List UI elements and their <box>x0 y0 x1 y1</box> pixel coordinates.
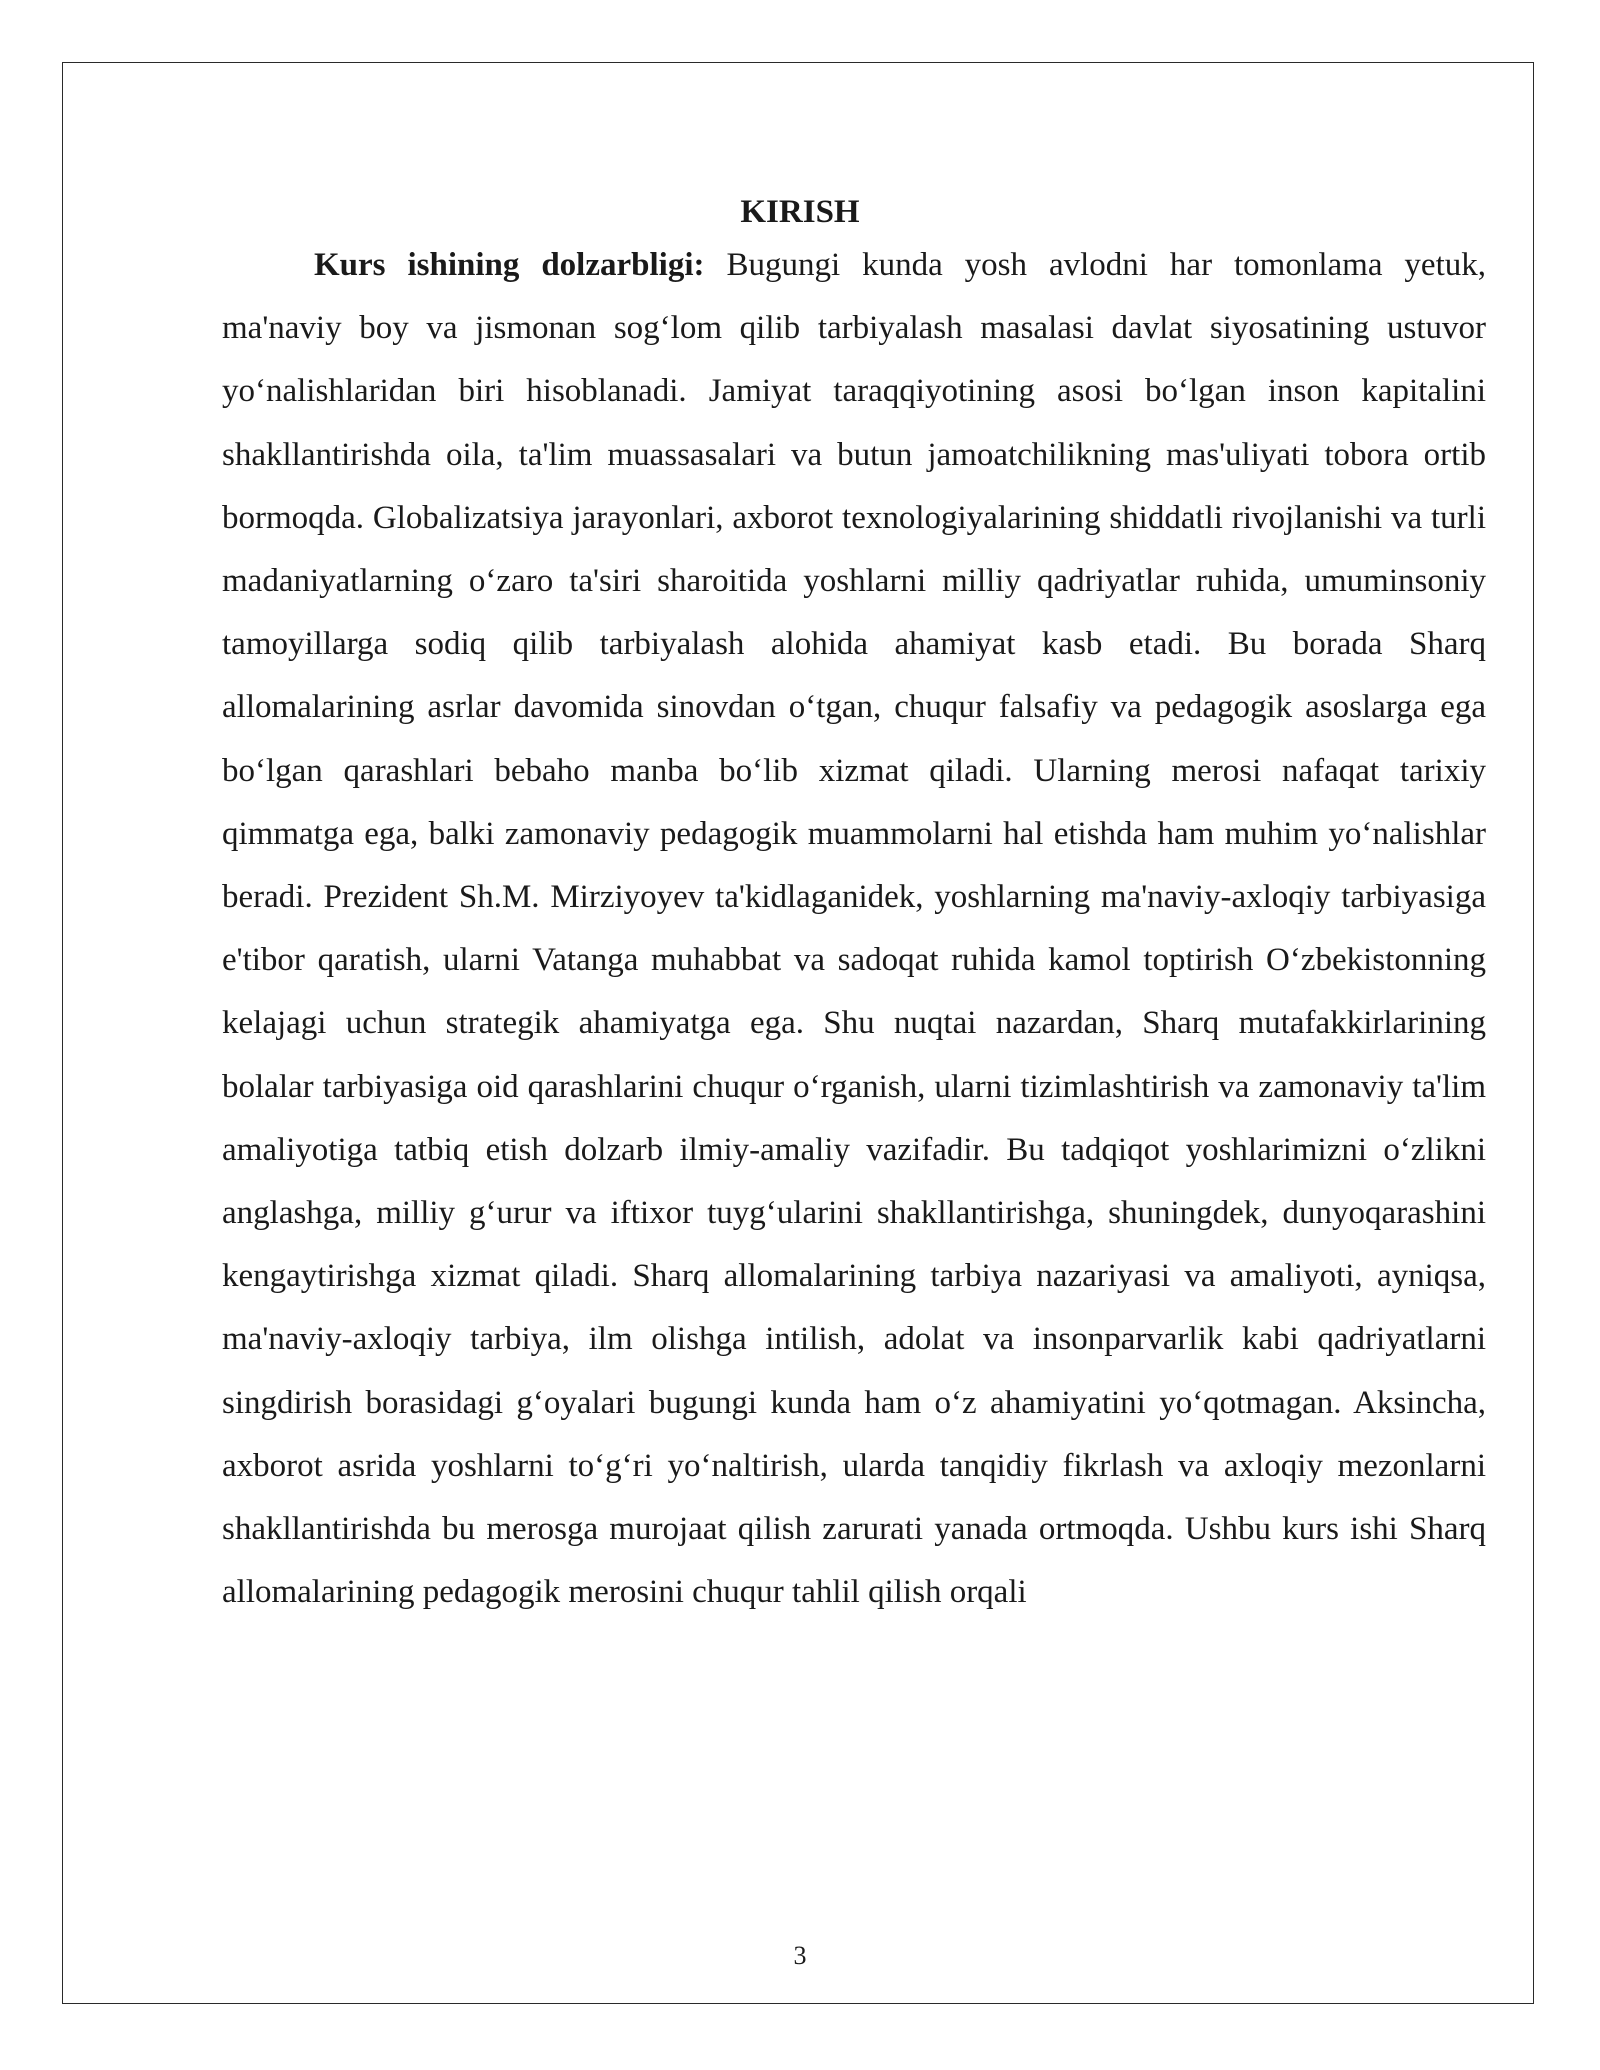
paragraph-text: Bugungi kunda yosh avlodni har tomonlama yetuk, ma'naviy boy va jismonan sog‘lom qilib tarbiyalash masalasi davlat siyosatining ustuvor yo‘nalishlaridan biri hisoblanadi. Jamiyat taraqqiyotining asosi bo‘lgan inson kapitalini shakllantirishda oila, ta'lim muassasalari va butun jamoatchilikning mas'uliyati tobora ortib bormoqda. Globalizatsiya jarayonlari, axborot texnologiyalarining shiddatli rivojlanishi va turli madaniyatlarning o‘zaro ta'siri sharoitida yoshlarni milliy qadriyatlar ruhida, umuminsoniy tamoyillarga sodiq qilib tarbiyalash alohida ahamiyat kasb etadi. Bu borada Sharq allomalarining asrlar davomida sinovdan o‘tgan, chuqur falsafiy va pedagogik asoslarga ega bo‘lgan qarashlari bebaho manba bo‘lib xizmat qiladi. Ularning merosi nafaqat tarixiy qimmatga ega, balki zamonaviy pedagogik muammolarni hal etishda ham muhim yo‘nalishlar beradi. Prezident Sh.M. Mirziyoyev ta'kidlaganidek, yoshlarning ma'naviy-axloqiy tarbiyasiga e'tibor qaratish, ularni Vatanga muhabbat va sadoqat ruhida kamol toptirish O‘zbekistonning kelajagi uchun strategik ahamiyatga ega. Shu nuqtai nazardan, Sharq mutafakkirlarining bolalar tarbiyasiga oid qarashlarini chuqur o‘rganish, ularni tizimlashtirish va zamonaviy ta'lim amaliyotiga tatbiq etish dolzarb ilmiy-amaliy vazifadir. Bu tadqiqot yoshlarimizni o‘zlikni anglashga, milliy g‘urur va iftixor tuyg‘ularini shakllantirishga, shuningdek, dunyoqarashini kengaytirishga xizmat qiladi. Sharq allomalarining tarbiya nazariyasi va amaliyoti, ayniqsa, ma'naviy-axloqiy tarbiya, ilm olishga intilish, adolat va insonparvarlik kabi qadriyatlarni singdirish borasidagi g‘oyalari bugungi kunda ham o‘z ahamiyatini yo‘qotmagan. Aksincha, axborot asrida yoshlarni to‘g‘ri yo‘naltirish, ularda tanqidiy fikrlash va axloqiy mezonlarni shakllantirishda bu merosga murojaat qilish zarurati yanada ortmoqda. Ushbu kurs ishi Sharq allomalarining pedagogik merosini chuqur tahlil qilish orqali <box>222 247 1486 1611</box>
page-title: KIRISH <box>740 194 860 230</box>
body-paragraph <box>222 234 1486 1624</box>
page-number: 3 <box>793 1941 807 1970</box>
paragraph-lead: Kurs ishining dolzarbligi: <box>314 247 705 283</box>
